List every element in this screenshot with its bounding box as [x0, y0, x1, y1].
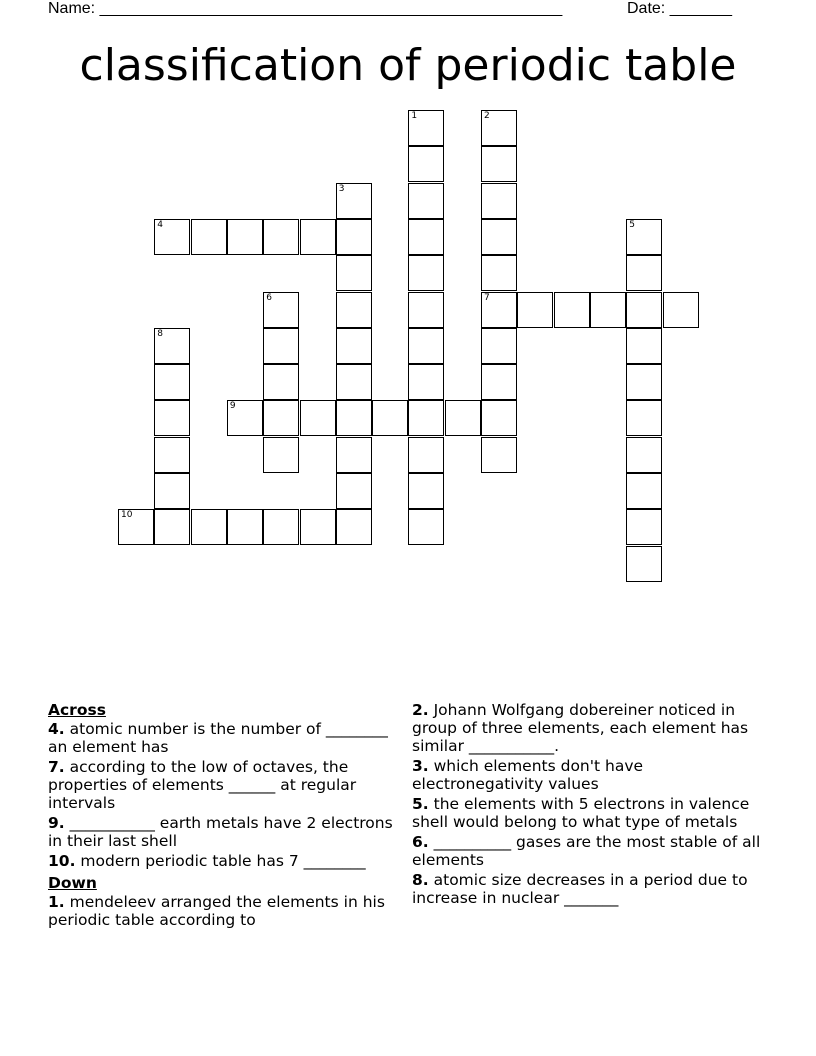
clue-number: 4. — [48, 720, 65, 738]
crossword-cell[interactable] — [154, 328, 190, 364]
crossword-cell[interactable] — [336, 292, 372, 328]
crossword-cell[interactable] — [517, 292, 553, 328]
crossword-cell[interactable] — [154, 400, 190, 436]
clue-number-label: 3 — [338, 183, 345, 194]
date-field-label: Date: _______ — [627, 0, 732, 17]
crossword-cell[interactable] — [191, 219, 227, 255]
crossword-cell[interactable] — [481, 146, 517, 182]
clue-number-label: 5 — [629, 219, 635, 230]
crossword-cell[interactable] — [336, 509, 372, 545]
crossword-cell[interactable] — [154, 473, 190, 509]
clue-number: 6. — [412, 833, 429, 851]
clue-item — [412, 795, 772, 831]
crossword-cell[interactable] — [626, 400, 662, 436]
clue-number: 5. — [412, 795, 429, 813]
across-heading: Across — [48, 701, 106, 719]
crossword-cell[interactable] — [227, 509, 263, 545]
crossword-cell[interactable] — [626, 437, 662, 473]
crossword-cell[interactable] — [408, 473, 444, 509]
clue-number: 3. — [412, 757, 429, 775]
down-heading: Down — [48, 874, 97, 892]
clue-item — [48, 893, 398, 929]
clue-item — [412, 757, 772, 793]
crossword-cell[interactable] — [408, 437, 444, 473]
crossword-cell[interactable] — [626, 219, 662, 255]
crossword-cell[interactable] — [408, 328, 444, 364]
crossword-cell[interactable] — [481, 400, 517, 436]
clue-text: mendeleev arranged the elements in his periodic table according to — [48, 893, 385, 929]
clue-item — [412, 833, 772, 869]
crossword-cell[interactable] — [445, 400, 481, 436]
crossword-cell[interactable] — [300, 400, 336, 436]
down-clue-list-continued — [412, 701, 772, 907]
down-clue-list — [48, 893, 398, 929]
clue-number-label: 6 — [266, 292, 272, 303]
crossword-cell[interactable] — [408, 292, 444, 328]
crossword-cell[interactable] — [481, 437, 517, 473]
clue-number-label: 7 — [484, 292, 490, 303]
crossword-cell[interactable] — [481, 255, 517, 291]
across-clue-list — [48, 720, 398, 870]
crossword-cell[interactable] — [154, 437, 190, 473]
crossword-cell[interactable] — [336, 437, 372, 473]
clue-text: modern periodic table has 7 ________ — [75, 852, 366, 870]
crossword-cell[interactable] — [408, 146, 444, 182]
crossword-cell[interactable] — [554, 292, 590, 328]
crossword-cell[interactable] — [336, 473, 372, 509]
crossword-cell[interactable] — [408, 219, 444, 255]
crossword-cell[interactable] — [227, 219, 263, 255]
crossword-cell[interactable] — [336, 255, 372, 291]
crossword-cell[interactable] — [154, 364, 190, 400]
clue-text: __________ gases are the most stable of all elements — [412, 833, 761, 869]
clue-text: ___________ earth metals have 2 electrons in their last shell — [48, 814, 393, 850]
crossword-cell[interactable] — [336, 328, 372, 364]
clue-item — [412, 701, 772, 755]
crossword-cell[interactable] — [626, 255, 662, 291]
clue-text: the elements with 5 electrons in valence shell would belong to what type of metals — [412, 795, 750, 831]
clue-number-label: 10 — [121, 510, 133, 521]
crossword-cell[interactable] — [336, 400, 372, 436]
clue-text: Johann Wolfgang dobereiner noticed in group of three elements, each element has similar ___________. — [412, 701, 749, 755]
clue-number-label: 1 — [411, 111, 418, 121]
crossword-cell[interactable] — [481, 328, 517, 364]
crossword-cell[interactable] — [154, 219, 190, 255]
crossword-cell[interactable] — [408, 183, 444, 219]
clue-number-label: 8 — [157, 328, 164, 339]
crossword-cell[interactable] — [263, 364, 299, 400]
crossword-cell[interactable] — [336, 219, 372, 255]
crossword-cell[interactable] — [263, 400, 299, 436]
crossword-cell[interactable] — [263, 219, 299, 255]
crossword-cell[interactable] — [336, 183, 372, 219]
crossword-cell[interactable] — [481, 364, 517, 400]
clue-text: atomic number is the number of ________ an element has — [48, 720, 388, 756]
crossword-cell[interactable] — [626, 328, 662, 364]
clues-left-column — [48, 701, 398, 931]
clue-item — [412, 871, 772, 907]
crossword-cell[interactable] — [263, 509, 299, 545]
crossword-cell[interactable] — [626, 292, 662, 328]
crossword-cell[interactable] — [626, 509, 662, 545]
crossword-cell[interactable] — [408, 509, 444, 545]
crossword-cell[interactable] — [118, 509, 154, 545]
crossword-cell[interactable] — [191, 509, 227, 545]
clue-number: 2. — [412, 701, 429, 719]
crossword-cell[interactable] — [336, 364, 372, 400]
crossword-cell[interactable] — [590, 292, 626, 328]
clue-item — [48, 720, 398, 756]
clue-number: 10. — [48, 852, 76, 870]
clue-text: which elements don't have electronegativity values — [412, 757, 644, 793]
clue-number: 7. — [48, 758, 65, 776]
crossword-cell[interactable] — [263, 437, 299, 473]
crossword-cell[interactable] — [481, 219, 517, 255]
crossword-cell[interactable] — [481, 292, 517, 328]
crossword-cell[interactable] — [408, 400, 444, 436]
clue-number-label: 4 — [157, 219, 164, 230]
clues-right-column — [412, 701, 772, 909]
crossword-cell[interactable] — [154, 509, 190, 545]
crossword-cell[interactable] — [227, 400, 263, 436]
crossword-cell[interactable] — [408, 255, 444, 291]
crossword-cell[interactable] — [626, 364, 662, 400]
crossword-cell[interactable] — [408, 110, 444, 146]
crossword-cell[interactable] — [663, 292, 699, 328]
clue-number-label: 9 — [229, 401, 236, 412]
clue-number: 1. — [48, 893, 65, 911]
crossword-cell[interactable] — [300, 509, 336, 545]
crossword-cell[interactable] — [626, 473, 662, 509]
name-field-label: Name: ____________________________________________________ — [48, 0, 563, 17]
clue-text: according to the low of octaves, the properties of elements ______ at regular intervals — [48, 758, 357, 812]
crossword-cell[interactable] — [263, 328, 299, 364]
clue-number: 8. — [412, 871, 429, 889]
clue-number-label: 2 — [484, 111, 490, 121]
clue-item — [48, 852, 398, 870]
crossword-cell[interactable] — [372, 400, 408, 436]
crossword-cell[interactable] — [263, 292, 299, 328]
crossword-cell[interactable] — [300, 219, 336, 255]
clue-number: 9. — [48, 814, 65, 832]
crossword-cell[interactable] — [626, 546, 662, 582]
clue-item — [48, 758, 398, 812]
crossword-cell[interactable] — [481, 110, 517, 146]
crossword-cell[interactable] — [481, 183, 517, 219]
clue-item — [48, 814, 398, 850]
clue-text: atomic size decreases in a period due to increase in nuclear _______ — [412, 871, 748, 907]
page-title: classification of periodic table — [79, 40, 737, 91]
crossword-cell[interactable] — [408, 364, 444, 400]
